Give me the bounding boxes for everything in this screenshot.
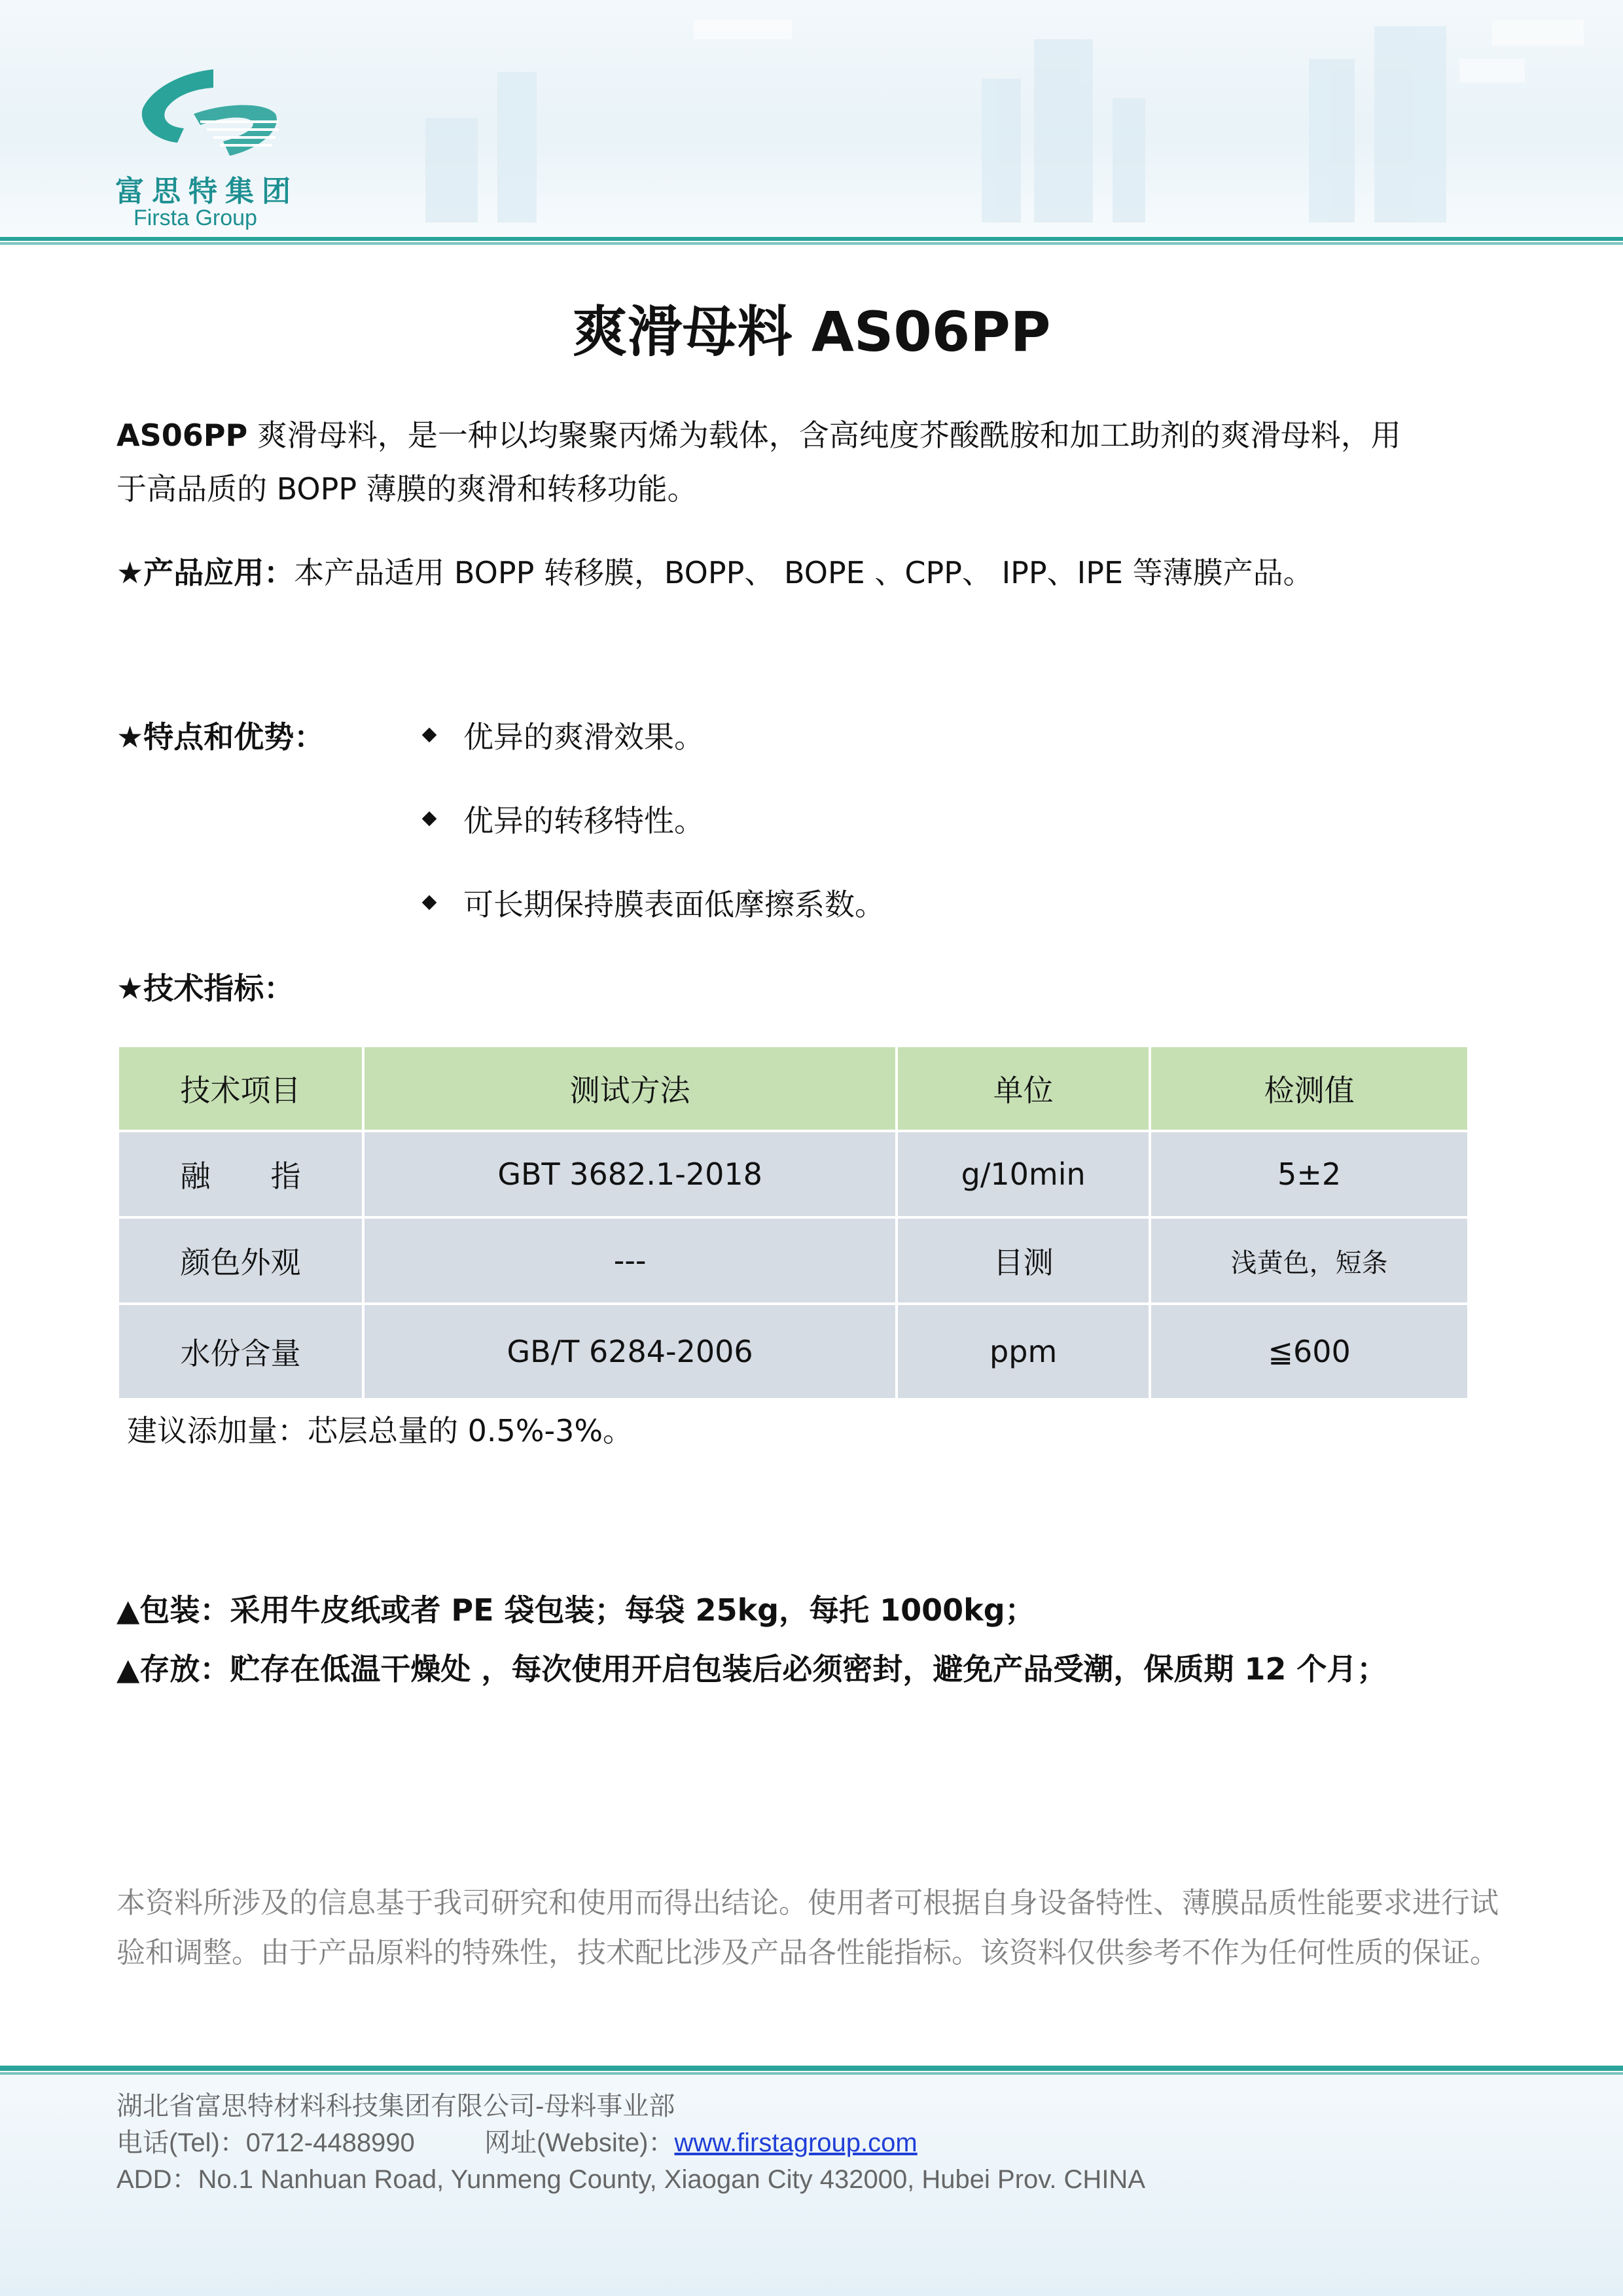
diamond-bullet-icon — [422, 728, 437, 743]
logo-mark-icon — [115, 63, 312, 168]
logo-english-name: Firsta Group — [134, 206, 257, 230]
intro-line2: 于高品质的 BOPP 薄膜的爽滑和转移功能。 — [116, 471, 698, 507]
application-label: ★产品应用： — [116, 555, 294, 590]
website-link[interactable]: www.firstagroup.com — [674, 2128, 918, 2157]
feature-item — [424, 713, 704, 757]
disclaimer — [116, 1878, 1504, 1978]
product-application — [116, 546, 1510, 600]
intro-line1: 爽滑母料，是一种以均聚聚丙烯为载体，含高纯度芥酸酰胺和加工助剂的爽滑母料，用 — [247, 418, 1401, 453]
logo-chinese-name: 富思特集团 — [115, 175, 298, 208]
table-header-cell: 单位 — [898, 1047, 1149, 1130]
application-text: 本产品适用 BOPP 转移膜，BOPP、 BOPE 、CPP、 IPP、IPE 等薄膜产品。 — [294, 555, 1313, 590]
table-cell: ppm — [898, 1305, 1149, 1398]
tech-spec-label: ★技术指标： — [116, 971, 294, 1006]
table-cell: --- — [365, 1219, 895, 1302]
dosage-advice: 建议添加量：芯层总量的 0.5%-3%。 — [127, 1413, 633, 1448]
disclaimer-line1: 本资料所涉及的信息基于我司研究和使用而得出结论。使用者可根据自身设备特性、薄膜品质性能要求进行试 — [116, 1886, 1499, 1920]
footer-company: 湖北省富思特材料科技集团有限公司-母料事业部 — [116, 2092, 675, 2121]
table-cell: 水份含量 — [119, 1305, 362, 1398]
disclaimer-line2: 验和调整。由于产品原料的特殊性，技术配比涉及产品各性能指标。该资料仅供参考不作为任何性质的保证。 — [116, 1936, 1499, 1969]
table-cell: ≦600 — [1151, 1305, 1467, 1398]
product-intro — [116, 408, 1510, 516]
feature-item — [424, 797, 704, 840]
footer-divider — [0, 2066, 1623, 2071]
table-cell: 5±2 — [1151, 1132, 1467, 1216]
feature-item — [424, 881, 885, 924]
table-header-cell: 测试方法 — [365, 1047, 895, 1130]
feature-text: 优异的转移特性。 — [463, 803, 704, 838]
header-band — [0, 0, 1623, 241]
tech-spec-table — [116, 1045, 1470, 1401]
header-divider — [0, 237, 1623, 241]
footer-web-label: 网址(Website)： — [484, 2128, 675, 2157]
footer-contact — [116, 2122, 918, 2159]
storage-info: ▲存放：贮存在低温干燥处 ，每次使用开启包装后必须密封，避免产品受潮，保质期 12 个月； — [116, 1651, 1387, 1687]
company-logo — [115, 63, 312, 240]
table-row — [119, 1219, 1467, 1302]
packaging-info: ▲包装：采用牛皮纸或者 PE 袋包装；每袋 25kg，每托 1000kg； — [116, 1592, 1035, 1628]
diamond-bullet-icon — [422, 895, 437, 910]
table-cell: 融 指 — [119, 1132, 362, 1216]
features-label: ★特点和优势： — [116, 719, 325, 755]
table-cell: g/10min — [898, 1132, 1149, 1216]
table-cell: 浅黄色，短条 — [1151, 1219, 1467, 1302]
table-header-cell: 检测值 — [1151, 1047, 1467, 1130]
footer-divider-thin — [0, 2072, 1623, 2075]
table-row — [119, 1132, 1467, 1216]
page-title: 爽滑母料 AS06PP — [572, 300, 1051, 364]
intro-product-code: AS06PP — [116, 418, 248, 453]
feature-text: 优异的爽滑效果。 — [463, 719, 704, 755]
table-header-cell: 技术项目 — [119, 1047, 362, 1130]
diamond-bullet-icon — [422, 812, 437, 827]
table-cell: 目测 — [898, 1219, 1149, 1302]
table-row — [119, 1305, 1467, 1398]
table-cell: 颜色外观 — [119, 1219, 362, 1302]
footer-tel: 电话(Tel)：0712-4488990 — [116, 2128, 415, 2157]
table-header-row — [119, 1047, 1467, 1130]
table-cell: GBT 3682.1-2018 — [365, 1132, 895, 1216]
table-cell: GB/T 6284-2006 — [365, 1305, 895, 1398]
footer-address: ADD：No.1 Nanhuan Road, Yunmeng County, Xiaogan City 432000, Hubei Prov. CHINA — [116, 2165, 1145, 2194]
feature-text: 可长期保持膜表面低摩擦系数。 — [463, 887, 885, 922]
header-divider-thin — [0, 242, 1623, 245]
